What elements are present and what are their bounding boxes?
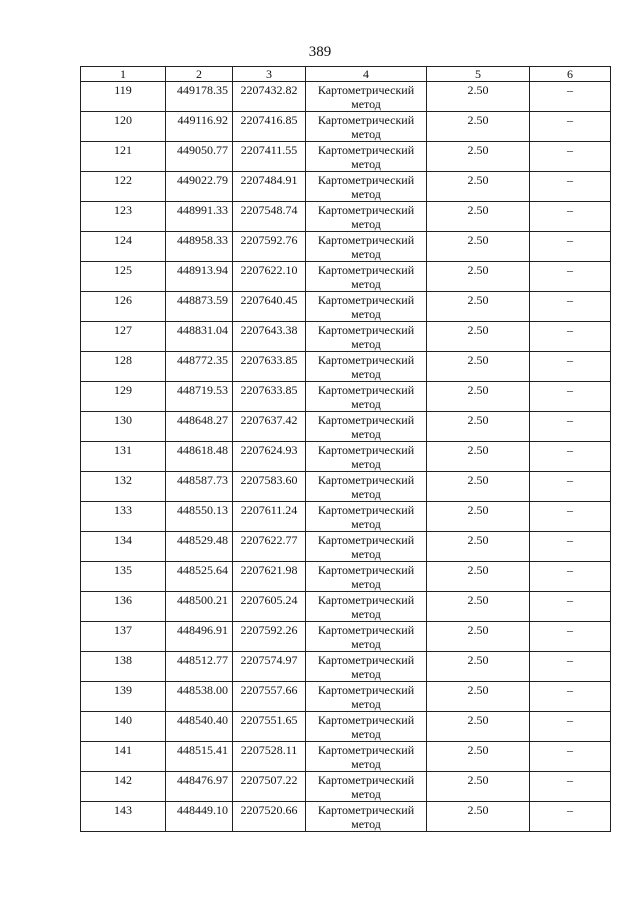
- x-coordinate-cell: 448515.41: [166, 742, 233, 772]
- method-cell: Картометрический метод: [306, 742, 427, 772]
- table-row: [81, 442, 611, 472]
- point-number-cell: 137: [81, 622, 166, 652]
- accuracy-cell: 2.50: [427, 532, 530, 562]
- point-number-cell: 123: [81, 202, 166, 232]
- y-coordinate-cell: 2207507.22: [233, 772, 306, 802]
- note-cell: –: [530, 172, 611, 202]
- y-coordinate-cell: 2207592.26: [233, 622, 306, 652]
- method-cell: Картометрический метод: [306, 232, 427, 262]
- note-cell: –: [530, 352, 611, 382]
- accuracy-cell: 2.50: [427, 382, 530, 412]
- y-coordinate-cell: 2207416.85: [233, 112, 306, 142]
- accuracy-cell: 2.50: [427, 592, 530, 622]
- accuracy-cell: 2.50: [427, 172, 530, 202]
- note-cell: –: [530, 202, 611, 232]
- x-coordinate-cell: 448719.53: [166, 382, 233, 412]
- note-cell: –: [530, 262, 611, 292]
- method-cell: Картометрический метод: [306, 172, 427, 202]
- point-number-cell: 140: [81, 712, 166, 742]
- point-number-cell: 138: [81, 652, 166, 682]
- point-number-cell: 127: [81, 322, 166, 352]
- y-coordinate-cell: 2207548.74: [233, 202, 306, 232]
- table-row: [81, 712, 611, 742]
- x-coordinate-cell: 448476.97: [166, 772, 233, 802]
- method-cell: Картометрический метод: [306, 682, 427, 712]
- x-coordinate-cell: 448538.00: [166, 682, 233, 712]
- table-row: [81, 382, 611, 412]
- point-number-cell: 141: [81, 742, 166, 772]
- method-cell: Картометрический метод: [306, 442, 427, 472]
- table-row: [81, 112, 611, 142]
- column-header-1: 1: [81, 67, 166, 82]
- note-cell: –: [530, 772, 611, 802]
- x-coordinate-cell: 448449.10: [166, 802, 233, 832]
- accuracy-cell: 2.50: [427, 142, 530, 172]
- y-coordinate-cell: 2207640.45: [233, 292, 306, 322]
- table-row: [81, 412, 611, 442]
- y-coordinate-cell: 2207633.85: [233, 352, 306, 382]
- accuracy-cell: 2.50: [427, 802, 530, 832]
- x-coordinate-cell: 448648.27: [166, 412, 233, 442]
- x-coordinate-cell: 448958.33: [166, 232, 233, 262]
- accuracy-cell: 2.50: [427, 772, 530, 802]
- table-row: [81, 652, 611, 682]
- y-coordinate-cell: 2207432.82: [233, 82, 306, 112]
- accuracy-cell: 2.50: [427, 682, 530, 712]
- accuracy-cell: 2.50: [427, 742, 530, 772]
- x-coordinate-cell: 448991.33: [166, 202, 233, 232]
- table-row: [81, 352, 611, 382]
- y-coordinate-cell: 2207624.93: [233, 442, 306, 472]
- accuracy-cell: 2.50: [427, 232, 530, 262]
- method-cell: Картометрический метод: [306, 652, 427, 682]
- x-coordinate-cell: 448512.77: [166, 652, 233, 682]
- y-coordinate-cell: 2207643.38: [233, 322, 306, 352]
- x-coordinate-cell: 448831.04: [166, 322, 233, 352]
- column-header-4: 4: [306, 67, 427, 82]
- coordinates-table: [80, 66, 611, 832]
- point-number-cell: 142: [81, 772, 166, 802]
- method-cell: Картометрический метод: [306, 262, 427, 292]
- table-row: [81, 322, 611, 352]
- point-number-cell: 135: [81, 562, 166, 592]
- y-coordinate-cell: 2207592.76: [233, 232, 306, 262]
- y-coordinate-cell: 2207621.98: [233, 562, 306, 592]
- table-row: [81, 772, 611, 802]
- y-coordinate-cell: 2207622.10: [233, 262, 306, 292]
- y-coordinate-cell: 2207411.55: [233, 142, 306, 172]
- method-cell: Картометрический метод: [306, 142, 427, 172]
- table-row: [81, 742, 611, 772]
- accuracy-cell: 2.50: [427, 712, 530, 742]
- note-cell: –: [530, 502, 611, 532]
- x-coordinate-cell: 449178.35: [166, 82, 233, 112]
- table-row: [81, 682, 611, 712]
- method-cell: Картометрический метод: [306, 712, 427, 742]
- method-cell: Картометрический метод: [306, 622, 427, 652]
- note-cell: –: [530, 802, 611, 832]
- note-cell: –: [530, 652, 611, 682]
- x-coordinate-cell: 448618.48: [166, 442, 233, 472]
- note-cell: –: [530, 712, 611, 742]
- y-coordinate-cell: 2207637.42: [233, 412, 306, 442]
- note-cell: –: [530, 682, 611, 712]
- x-coordinate-cell: 448772.35: [166, 352, 233, 382]
- y-coordinate-cell: 2207611.24: [233, 502, 306, 532]
- column-header-3: 3: [233, 67, 306, 82]
- note-cell: –: [530, 742, 611, 772]
- method-cell: Картометрический метод: [306, 82, 427, 112]
- x-coordinate-cell: 448540.40: [166, 712, 233, 742]
- x-coordinate-cell: 449022.79: [166, 172, 233, 202]
- method-cell: Картометрический метод: [306, 502, 427, 532]
- accuracy-cell: 2.50: [427, 502, 530, 532]
- y-coordinate-cell: 2207551.65: [233, 712, 306, 742]
- point-number-cell: 126: [81, 292, 166, 322]
- note-cell: –: [530, 82, 611, 112]
- accuracy-cell: 2.50: [427, 82, 530, 112]
- point-number-cell: 133: [81, 502, 166, 532]
- column-header-5: 5: [427, 67, 530, 82]
- accuracy-cell: 2.50: [427, 352, 530, 382]
- point-number-cell: 121: [81, 142, 166, 172]
- note-cell: –: [530, 562, 611, 592]
- note-cell: –: [530, 142, 611, 172]
- accuracy-cell: 2.50: [427, 652, 530, 682]
- page-number: 389: [308, 44, 332, 60]
- y-coordinate-cell: 2207605.24: [233, 592, 306, 622]
- y-coordinate-cell: 2207574.97: [233, 652, 306, 682]
- table-header: [81, 67, 611, 82]
- note-cell: –: [530, 592, 611, 622]
- point-number-cell: 130: [81, 412, 166, 442]
- table-row: [81, 472, 611, 502]
- note-cell: –: [530, 232, 611, 262]
- header-row: [81, 67, 611, 82]
- method-cell: Картометрический метод: [306, 772, 427, 802]
- point-number-cell: 134: [81, 532, 166, 562]
- x-coordinate-cell: 448587.73: [166, 472, 233, 502]
- point-number-cell: 139: [81, 682, 166, 712]
- note-cell: –: [530, 622, 611, 652]
- table-row: [81, 802, 611, 832]
- table-row: [81, 142, 611, 172]
- point-number-cell: 131: [81, 442, 166, 472]
- note-cell: –: [530, 442, 611, 472]
- x-coordinate-cell: 448500.21: [166, 592, 233, 622]
- point-number-cell: 143: [81, 802, 166, 832]
- table-body: [81, 82, 611, 832]
- method-cell: Картометрический метод: [306, 352, 427, 382]
- accuracy-cell: 2.50: [427, 622, 530, 652]
- point-number-cell: 122: [81, 172, 166, 202]
- table-row: [81, 292, 611, 322]
- accuracy-cell: 2.50: [427, 562, 530, 592]
- accuracy-cell: 2.50: [427, 262, 530, 292]
- table-row: [81, 502, 611, 532]
- point-number-cell: 129: [81, 382, 166, 412]
- note-cell: –: [530, 292, 611, 322]
- method-cell: Картометрический метод: [306, 322, 427, 352]
- x-coordinate-cell: 448529.48: [166, 532, 233, 562]
- note-cell: –: [530, 112, 611, 142]
- x-coordinate-cell: 448873.59: [166, 292, 233, 322]
- method-cell: Картометрический метод: [306, 112, 427, 142]
- note-cell: –: [530, 472, 611, 502]
- method-cell: Картометрический метод: [306, 802, 427, 832]
- y-coordinate-cell: 2207484.91: [233, 172, 306, 202]
- point-number-cell: 119: [81, 82, 166, 112]
- method-cell: Картометрический метод: [306, 202, 427, 232]
- y-coordinate-cell: 2207520.66: [233, 802, 306, 832]
- accuracy-cell: 2.50: [427, 442, 530, 472]
- accuracy-cell: 2.50: [427, 322, 530, 352]
- y-coordinate-cell: 2207633.85: [233, 382, 306, 412]
- x-coordinate-cell: 448913.94: [166, 262, 233, 292]
- accuracy-cell: 2.50: [427, 292, 530, 322]
- table-row: [81, 532, 611, 562]
- method-cell: Картометрический метод: [306, 592, 427, 622]
- table-row: [81, 562, 611, 592]
- x-coordinate-cell: 449116.92: [166, 112, 233, 142]
- note-cell: –: [530, 382, 611, 412]
- accuracy-cell: 2.50: [427, 202, 530, 232]
- accuracy-cell: 2.50: [427, 112, 530, 142]
- accuracy-cell: 2.50: [427, 472, 530, 502]
- x-coordinate-cell: 448496.91: [166, 622, 233, 652]
- method-cell: Картометрический метод: [306, 412, 427, 442]
- method-cell: Картометрический метод: [306, 472, 427, 502]
- table-row: [81, 82, 611, 112]
- note-cell: –: [530, 412, 611, 442]
- table-row: [81, 232, 611, 262]
- point-number-cell: 125: [81, 262, 166, 292]
- method-cell: Картометрический метод: [306, 562, 427, 592]
- point-number-cell: 128: [81, 352, 166, 382]
- x-coordinate-cell: 448550.13: [166, 502, 233, 532]
- x-coordinate-cell: 449050.77: [166, 142, 233, 172]
- table-row: [81, 622, 611, 652]
- y-coordinate-cell: 2207583.60: [233, 472, 306, 502]
- y-coordinate-cell: 2207622.77: [233, 532, 306, 562]
- column-header-2: 2: [166, 67, 233, 82]
- table-row: [81, 172, 611, 202]
- method-cell: Картометрический метод: [306, 382, 427, 412]
- method-cell: Картометрический метод: [306, 532, 427, 562]
- table-row: [81, 592, 611, 622]
- point-number-cell: 120: [81, 112, 166, 142]
- point-number-cell: 124: [81, 232, 166, 262]
- column-header-6: 6: [530, 67, 611, 82]
- point-number-cell: 136: [81, 592, 166, 622]
- point-number-cell: 132: [81, 472, 166, 502]
- y-coordinate-cell: 2207528.11: [233, 742, 306, 772]
- y-coordinate-cell: 2207557.66: [233, 682, 306, 712]
- note-cell: –: [530, 322, 611, 352]
- table-row: [81, 202, 611, 232]
- x-coordinate-cell: 448525.64: [166, 562, 233, 592]
- method-cell: Картометрический метод: [306, 292, 427, 322]
- accuracy-cell: 2.50: [427, 412, 530, 442]
- note-cell: –: [530, 532, 611, 562]
- table-row: [81, 262, 611, 292]
